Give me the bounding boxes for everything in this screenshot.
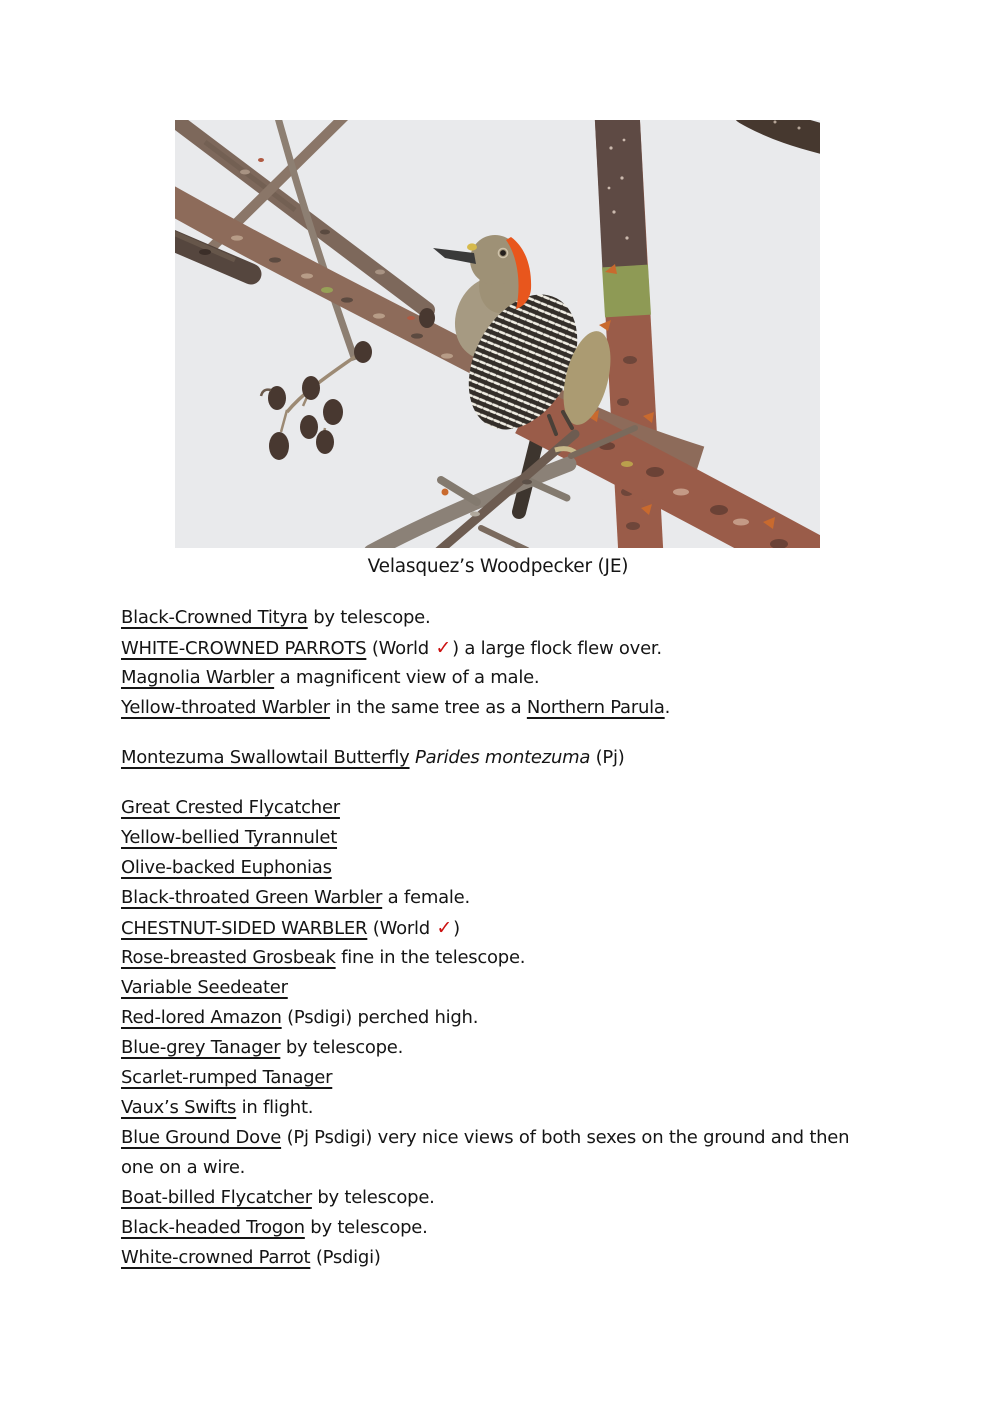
note-text: (World	[367, 918, 436, 939]
species-line	[121, 1093, 881, 1123]
species-line	[121, 1033, 881, 1063]
species-name: Blue-grey Tanager	[121, 1037, 281, 1058]
note-text: by telescope.	[307, 607, 431, 628]
note-text: ) a large flock flew over.	[452, 638, 662, 659]
note-text: (Pj Psdigi) very nice views of both sexes on the ground and then	[281, 1127, 850, 1148]
species-line	[121, 1063, 881, 1093]
note-text: (Psdigi)	[310, 1247, 381, 1268]
species-line	[121, 913, 881, 943]
species-name: Yellow-bellied Tyrannulet	[121, 827, 338, 848]
photo-caption: Velasquez’s Woodpecker (JE)	[367, 556, 629, 577]
note-text: )	[453, 918, 460, 939]
species-name: Rose-breasted Grosbeak	[121, 947, 336, 968]
checkmark-icon: ✓	[436, 917, 453, 939]
sightings-group-1	[121, 603, 881, 723]
butterfly-note	[121, 743, 881, 773]
bird-photo	[175, 120, 820, 548]
note-text: .	[664, 697, 671, 718]
note-text: by telescope.	[311, 1187, 435, 1208]
note-text: (Pj)	[590, 747, 625, 768]
species-line	[121, 633, 881, 663]
species-name: Scarlet-rumped Tanager	[121, 1067, 333, 1088]
note-text: (World	[366, 638, 435, 659]
species-name: Black-Crowned Tityra	[121, 607, 308, 628]
species-name: Variable Seedeater	[121, 977, 288, 998]
species-line	[121, 973, 881, 1003]
species-line	[121, 1003, 881, 1033]
species-name: Black-throated Green Warbler	[121, 887, 383, 908]
species-line	[121, 743, 881, 773]
species-line	[121, 693, 881, 723]
sightings-group-2	[121, 793, 881, 1273]
species-line	[121, 793, 881, 823]
species-name: Red-lored Amazon	[121, 1007, 282, 1028]
species-line	[121, 853, 881, 883]
species-line	[121, 1123, 881, 1153]
species-name: CHESTNUT-SIDED WARBLER	[121, 918, 368, 939]
species-name: Boat-billed Flycatcher	[121, 1187, 312, 1208]
species-name: Olive-backed Euphonias	[121, 857, 332, 878]
species-name: Great Crested Flycatcher	[121, 797, 340, 818]
note-text: in flight.	[236, 1097, 314, 1118]
note-text: a magnificent view of a male.	[274, 667, 540, 688]
woodpecker-photo-svg	[175, 120, 820, 548]
latin-name: Parides montezuma	[415, 747, 591, 768]
note-text: in the same tree as a	[329, 697, 527, 718]
species-line	[121, 823, 881, 853]
species-name: Blue Ground Dove	[121, 1127, 282, 1148]
species-line	[121, 1153, 881, 1183]
species-name: Vaux’s Swifts	[121, 1097, 237, 1118]
species-name: Northern Parula	[526, 697, 665, 718]
species-name: Yellow-throated Warbler	[121, 697, 330, 718]
species-name: Black-headed Trogon	[121, 1217, 305, 1238]
note-text: a female.	[382, 887, 470, 908]
note-text: one on a wire.	[121, 1157, 246, 1178]
species-line	[121, 1213, 881, 1243]
species-line	[121, 663, 881, 693]
species-name: Magnolia Warbler	[121, 667, 275, 688]
checkmark-icon: ✓	[435, 637, 452, 659]
species-line	[121, 883, 881, 913]
note-text: (Psdigi) perched high.	[281, 1007, 479, 1028]
species-line	[121, 943, 881, 973]
species-name: WHITE-CROWNED PARROTS	[121, 638, 367, 659]
species-line	[121, 603, 881, 633]
note-text: fine in the telescope.	[335, 947, 526, 968]
bird-eye	[500, 250, 506, 256]
species-name: Montezuma Swallowtail Butterfly	[121, 747, 410, 768]
note-text: by telescope.	[280, 1037, 404, 1058]
species-name: White-crowned Parrot	[121, 1247, 311, 1268]
note-text: by telescope.	[304, 1217, 428, 1238]
species-line	[121, 1183, 881, 1213]
bird-yellow-spot	[467, 243, 477, 250]
species-line	[121, 1243, 881, 1273]
